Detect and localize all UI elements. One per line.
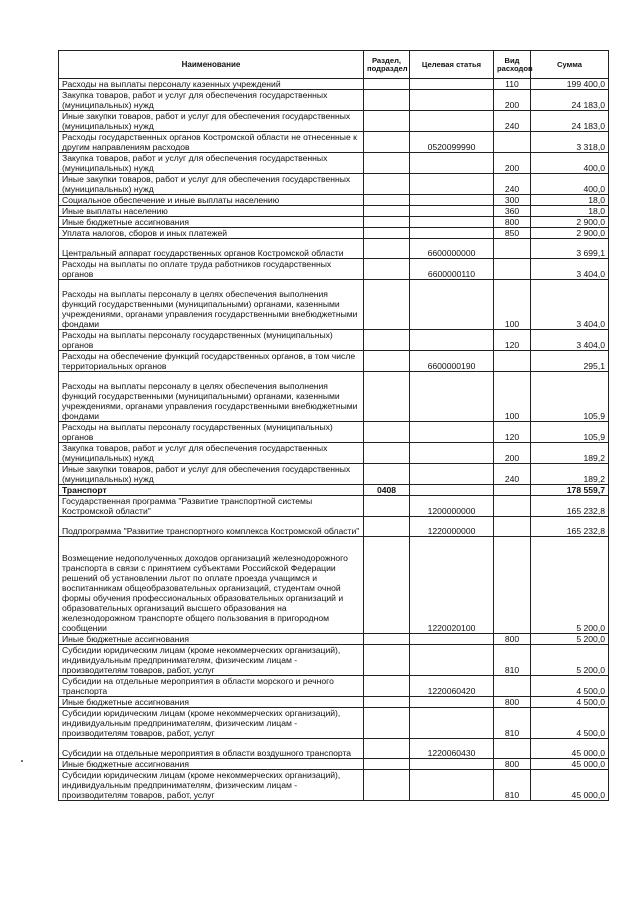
row-sum: 3 404,0: [531, 330, 609, 351]
row-type: [494, 259, 531, 280]
row-name: Субсидии юридическим лицам (кроме некоммерческих организаций), индивидуальным предпринимателям, физическим лицам - производителям товаров, работ, услуг: [59, 645, 364, 676]
row-name: Центральный аппарат государственных органов Костромской области: [59, 239, 364, 259]
row-name: Уплата налогов, сборов и иных платежей: [59, 228, 364, 239]
row-target: [410, 280, 494, 330]
row-section: [364, 372, 410, 422]
row-name: Транспорт: [59, 485, 364, 496]
row-section: [364, 697, 410, 708]
row-sum: 5 200,0: [531, 634, 609, 645]
row-type: 800: [494, 634, 531, 645]
row-name: Подпрограмма "Развитие транспортного комплекса Костромской области": [59, 517, 364, 537]
row-target: [410, 422, 494, 443]
row-name: Расходы на выплаты персоналу в целях обеспечения выполнения функций государственными (муниципальными) органами, казенными учреждениями, органами управления государственными внебюджетными фондами: [59, 372, 364, 422]
row-type: 240: [494, 111, 531, 132]
row-sum: 45 000,0: [531, 770, 609, 801]
table-row: [59, 330, 609, 351]
row-section: [364, 770, 410, 801]
row-name: Социальное обеспечение и иные выплаты населению: [59, 195, 364, 206]
row-name: Расходы на выплаты персоналу казенных учреждений: [59, 79, 364, 90]
row-target: [410, 79, 494, 90]
row-name: Субсидии юридическим лицам (кроме некоммерческих организаций), индивидуальным предпринимателям, физическим лицам - производителям товаров, работ, услуг: [59, 708, 364, 739]
row-name: Иные бюджетные ассигнования: [59, 759, 364, 770]
row-sum: 165 232,8: [531, 496, 609, 517]
row-type: 810: [494, 708, 531, 739]
row-sum: 4 500,0: [531, 708, 609, 739]
row-section: [364, 259, 410, 280]
row-sum: 18,0: [531, 195, 609, 206]
row-section: [364, 174, 410, 195]
row-target: [410, 443, 494, 464]
row-section: [364, 517, 410, 537]
table-row: [59, 517, 609, 537]
row-sum: 18,0: [531, 206, 609, 217]
row-type: 800: [494, 759, 531, 770]
row-target: [410, 770, 494, 801]
row-section: [364, 351, 410, 372]
row-sum: 105,9: [531, 422, 609, 443]
row-sum: 4 500,0: [531, 676, 609, 697]
table-row: [59, 537, 609, 634]
row-section: [364, 537, 410, 634]
table-row: [59, 697, 609, 708]
row-type: 300: [494, 195, 531, 206]
row-type: 120: [494, 330, 531, 351]
row-type: 120: [494, 422, 531, 443]
row-name: Иные бюджетные ассигнования: [59, 697, 364, 708]
row-sum: 3 404,0: [531, 280, 609, 330]
row-target: [410, 228, 494, 239]
table-row: [59, 174, 609, 195]
row-name: Иные бюджетные ассигнования: [59, 634, 364, 645]
row-section: [364, 206, 410, 217]
row-name: Расходы на выплаты персоналу государственных (муниципальных) органов: [59, 422, 364, 443]
row-sum: 165 232,8: [531, 517, 609, 537]
row-sum: 105,9: [531, 372, 609, 422]
row-sum: 45 000,0: [531, 759, 609, 770]
row-sum: 295,1: [531, 351, 609, 372]
row-type: 800: [494, 697, 531, 708]
row-sum: 24 183,0: [531, 111, 609, 132]
row-target: 0520099990: [410, 132, 494, 153]
row-target: 6600000000: [410, 239, 494, 259]
row-section: [364, 645, 410, 676]
row-type: 200: [494, 443, 531, 464]
budget-table: [58, 50, 609, 801]
row-name: Закупка товаров, работ и услуг для обеспечения государственных (муниципальных) нужд: [59, 153, 364, 174]
header-section: Раздел, подраздел: [364, 51, 410, 79]
row-target: [410, 697, 494, 708]
row-section: [364, 676, 410, 697]
row-target: 6600000190: [410, 351, 494, 372]
row-type: 850: [494, 228, 531, 239]
row-type: 360: [494, 206, 531, 217]
row-name: Иные бюджетные ассигнования: [59, 217, 364, 228]
table-row: [59, 770, 609, 801]
row-section: [364, 132, 410, 153]
row-section: [364, 330, 410, 351]
row-target: [410, 645, 494, 676]
table-row: [59, 132, 609, 153]
row-name: Возмещение недополученных доходов организаций железнодорожного транспорта в связи с принятием субъектами Российской Федерации решений об установлении льгот по оплате проезда учащимся и воспитанникам общеобразовательных организаций, студентам очной формы обучения профессиональных образовательных организаций и образовательных организаций высшего образования на железнодорожном транспорте общего пользования в пригородном сообщении: [59, 537, 364, 634]
row-target: [410, 206, 494, 217]
row-target: [410, 708, 494, 739]
row-sum: 3 699,1: [531, 239, 609, 259]
row-type: 200: [494, 90, 531, 111]
row-name: Субсидии на отдельные мероприятия в области воздушного транспорта: [59, 739, 364, 759]
row-target: 1220060420: [410, 676, 494, 697]
row-target: 1200000000: [410, 496, 494, 517]
margin-dot: [21, 760, 23, 762]
row-type: [494, 537, 531, 634]
row-sum: 189,2: [531, 443, 609, 464]
row-name: Субсидии на отдельные мероприятия в области морского и речного транспорта: [59, 676, 364, 697]
header-type: Вид расходов: [494, 51, 531, 79]
row-name: Закупка товаров, работ и услуг для обеспечения государственных (муниципальных) нужд: [59, 443, 364, 464]
table-row: [59, 79, 609, 90]
header-sum: Сумма: [531, 51, 609, 79]
row-name: Расходы государственных органов Костромской области не отнесенные к другим направлениям расходов: [59, 132, 364, 153]
row-section: [364, 228, 410, 239]
row-target: 1220020100: [410, 537, 494, 634]
header-name: Наименование: [59, 51, 364, 79]
row-type: [494, 485, 531, 496]
row-sum: 178 559,7: [531, 485, 609, 496]
row-target: [410, 372, 494, 422]
row-section: [364, 195, 410, 206]
table-row: [59, 153, 609, 174]
row-sum: 2 900,0: [531, 228, 609, 239]
row-sum: 3 318,0: [531, 132, 609, 153]
row-sum: 189,2: [531, 464, 609, 485]
row-type: 100: [494, 372, 531, 422]
row-target: [410, 153, 494, 174]
row-name: Расходы на выплаты по оплате труда работников государственных органов: [59, 259, 364, 280]
row-target: 6600000110: [410, 259, 494, 280]
row-name: Иные закупки товаров, работ и услуг для обеспечения государственных (муниципальных) нужд: [59, 111, 364, 132]
row-name: Закупка товаров, работ и услуг для обеспечения государственных (муниципальных) нужд: [59, 90, 364, 111]
table-row: [59, 739, 609, 759]
row-sum: 199 400,0: [531, 79, 609, 90]
row-type: 800: [494, 217, 531, 228]
table-row: [59, 645, 609, 676]
row-type: [494, 517, 531, 537]
row-type: [494, 132, 531, 153]
row-section: 0408: [364, 485, 410, 496]
row-section: [364, 239, 410, 259]
row-name: Расходы на выплаты персоналу в целях обеспечения выполнения функций государственными (муниципальными) органами, казенными учреждениями, органами управления государственными внебюджетными фондами: [59, 280, 364, 330]
row-section: [364, 111, 410, 132]
table-row: [59, 464, 609, 485]
row-sum: 4 500,0: [531, 697, 609, 708]
table-row: [59, 280, 609, 330]
row-type: 110: [494, 79, 531, 90]
row-type: [494, 239, 531, 259]
table-row: [59, 217, 609, 228]
table-row: [59, 195, 609, 206]
table-row: [59, 422, 609, 443]
row-target: [410, 464, 494, 485]
row-target: [410, 195, 494, 206]
row-section: [364, 443, 410, 464]
table-row: [59, 259, 609, 280]
table-row: [59, 90, 609, 111]
row-target: 1220000000: [410, 517, 494, 537]
row-section: [364, 739, 410, 759]
row-target: 1220060430: [410, 739, 494, 759]
row-type: 200: [494, 153, 531, 174]
table-row: [59, 443, 609, 464]
table-row: [59, 239, 609, 259]
row-target: [410, 330, 494, 351]
row-sum: 2 900,0: [531, 217, 609, 228]
row-section: [364, 280, 410, 330]
row-sum: 45 000,0: [531, 739, 609, 759]
row-type: 810: [494, 770, 531, 801]
row-sum: 400,0: [531, 153, 609, 174]
row-name: Иные закупки товаров, работ и услуг для обеспечения государственных (муниципальных) нужд: [59, 464, 364, 485]
row-type: 100: [494, 280, 531, 330]
table-row: [59, 372, 609, 422]
row-type: 810: [494, 645, 531, 676]
row-section: [364, 79, 410, 90]
row-name: Субсидии юридическим лицам (кроме некоммерческих организаций), индивидуальным предпринимателям, физическим лицам - производителям товаров, работ, услуг: [59, 770, 364, 801]
table-row: [59, 676, 609, 697]
row-type: 240: [494, 174, 531, 195]
row-target: [410, 90, 494, 111]
row-section: [364, 759, 410, 770]
table-row: [59, 708, 609, 739]
row-type: [494, 351, 531, 372]
row-type: [494, 676, 531, 697]
row-section: [364, 217, 410, 228]
row-sum: 3 404,0: [531, 259, 609, 280]
row-sum: 5 200,0: [531, 537, 609, 634]
row-section: [364, 422, 410, 443]
row-section: [364, 634, 410, 645]
table-row: [59, 759, 609, 770]
row-target: [410, 759, 494, 770]
row-target: [410, 485, 494, 496]
table-header-row: [59, 51, 609, 79]
row-section: [364, 708, 410, 739]
header-target: Целевая статья: [410, 51, 494, 79]
row-name: Расходы на выплаты персоналу государственных (муниципальных) органов: [59, 330, 364, 351]
row-sum: 400,0: [531, 174, 609, 195]
row-section: [364, 153, 410, 174]
table-body: [59, 79, 609, 801]
row-name: Государственная программа "Развитие транспортной системы Костромской области": [59, 496, 364, 517]
row-target: [410, 634, 494, 645]
row-section: [364, 464, 410, 485]
row-sum: 24 183,0: [531, 90, 609, 111]
row-name: Иные выплаты населению: [59, 206, 364, 217]
row-name: Иные закупки товаров, работ и услуг для обеспечения государственных (муниципальных) нужд: [59, 174, 364, 195]
table-row: [59, 206, 609, 217]
table-row: [59, 634, 609, 645]
row-name: Расходы на обеспечение функций государственных органов, в том числе территориальных органов: [59, 351, 364, 372]
row-type: [494, 739, 531, 759]
row-sum: 5 200,0: [531, 645, 609, 676]
row-target: [410, 217, 494, 228]
row-target: [410, 111, 494, 132]
table-row: [59, 228, 609, 239]
table-row: [59, 496, 609, 517]
row-type: [494, 496, 531, 517]
table-row: [59, 485, 609, 496]
table-row: [59, 351, 609, 372]
row-target: [410, 174, 494, 195]
row-section: [364, 496, 410, 517]
row-section: [364, 90, 410, 111]
table-row: [59, 111, 609, 132]
row-type: 240: [494, 464, 531, 485]
